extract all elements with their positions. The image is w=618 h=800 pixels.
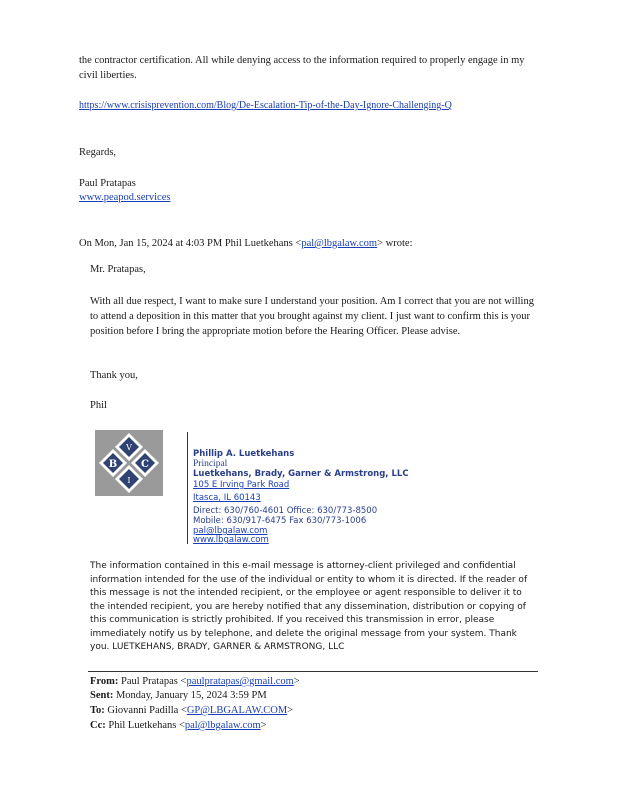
sent-value: Monday, January 15, 2024 3:59 PM xyxy=(115,690,267,701)
signature-divider xyxy=(187,432,188,544)
signature-phones1: Direct: 630/760-4601 Office: 630/773-8500 xyxy=(193,506,378,516)
signature-phones2: Mobile: 630/917-6475 Fax 630/773-1006 xyxy=(193,516,367,526)
cc-label: Cc: xyxy=(90,720,106,731)
header-to-row xyxy=(90,705,293,716)
signature-email-link[interactable]: pal@lbgalaw.com xyxy=(193,526,268,536)
quote-intro-email-link[interactable]: pal@lbgalaw.com xyxy=(301,238,378,249)
crisis-prevention-link[interactable]: https://www.crisisprevention.com/Blog/De-Escalation-Tip-of-the-Day-Ignore-Challenging-Q xyxy=(79,100,452,111)
signature-website-link[interactable]: www.lbgalaw.com xyxy=(193,535,269,545)
greeting: Mr. Pratapas, xyxy=(90,264,146,275)
header-from-row xyxy=(90,676,300,687)
thanks-text: Thank you, xyxy=(90,370,138,381)
to-label: To: xyxy=(90,705,105,716)
to-email-link[interactable]: GP@LBGALAW.COM xyxy=(186,705,288,716)
logo-letter-b: B xyxy=(108,459,118,470)
sender-name: Paul Pratapas xyxy=(79,178,136,189)
from-name: Paul Pratapas < xyxy=(121,676,187,687)
sent-label: Sent: xyxy=(90,690,114,701)
from-email-link[interactable]: paulpratapas@gmail.com xyxy=(186,676,294,687)
header-sent-row xyxy=(90,690,267,701)
quote-intro-prefix: On Mon, Jan 15, 2024 at 4:03 PM Phil Luetkehans < xyxy=(79,238,302,249)
header-cc-row xyxy=(90,720,267,731)
cc-suffix: > xyxy=(260,720,267,731)
signature-address2[interactable]: Itasca, IL 60143 xyxy=(193,493,261,503)
logo-letter-c: C xyxy=(141,459,149,470)
signature-firm: Luetkehans, Brady, Garner & Armstrong, LLC xyxy=(193,469,409,479)
signoff-text: Phil xyxy=(90,400,107,411)
cc-email-link[interactable]: pal@lbgalaw.com xyxy=(184,720,261,731)
firm-logo-graphic xyxy=(95,430,163,496)
to-name: Giovanni Padilla < xyxy=(107,705,187,716)
logo-letter-i: I xyxy=(127,476,131,485)
header-divider xyxy=(88,671,538,672)
regards-text: Regards, xyxy=(79,147,117,158)
signature-title: Principal xyxy=(193,459,228,469)
top-paragraph: the contractor certification. All while denying access to the information required to properly engage in my civil liberties. xyxy=(79,55,525,81)
signature-address1[interactable]: 105 E Irving Park Road xyxy=(193,480,290,490)
signature-name: Phillip A. Luetkehans xyxy=(193,449,295,459)
firm-logo xyxy=(95,430,163,496)
from-label: From: xyxy=(90,676,119,687)
to-suffix: > xyxy=(287,705,294,716)
quote-intro-suffix: > wrote: xyxy=(377,238,413,249)
body-paragraph: With all due respect, I want to make sure I understand your position. Am I correct that you are not willing to attend a deposition in this matter that you brought against my client. I just want to confirm this is your position before I bring the appropriate motion before the Hearing Officer. Please advise. xyxy=(90,296,534,337)
from-suffix: > xyxy=(293,676,300,687)
cc-name: Phil Luetkehans < xyxy=(108,720,185,731)
sender-website-link[interactable]: www.peapod.services xyxy=(79,192,171,203)
logo-letter-v: V xyxy=(126,443,132,452)
confidentiality-disclaimer: The information contained in this e-mail message is attorney-client privileged and confidential information intended for the use of the individual or entity to whom it is directed. If the reader of this message is not the intended recipient, or the employee or agent responsible to deliver it to the intended recipient, you are hereby notified that any dissemination, distribution or copying of this communication is strictly prohibited. If you received this transmission in error, please immediately notify us by telephone, and delete the original message from your system. Thank you. LUETKEHANS, BRADY, GARNER & ARMSTRONG, LLC xyxy=(90,561,528,652)
quote-intro xyxy=(79,238,412,249)
